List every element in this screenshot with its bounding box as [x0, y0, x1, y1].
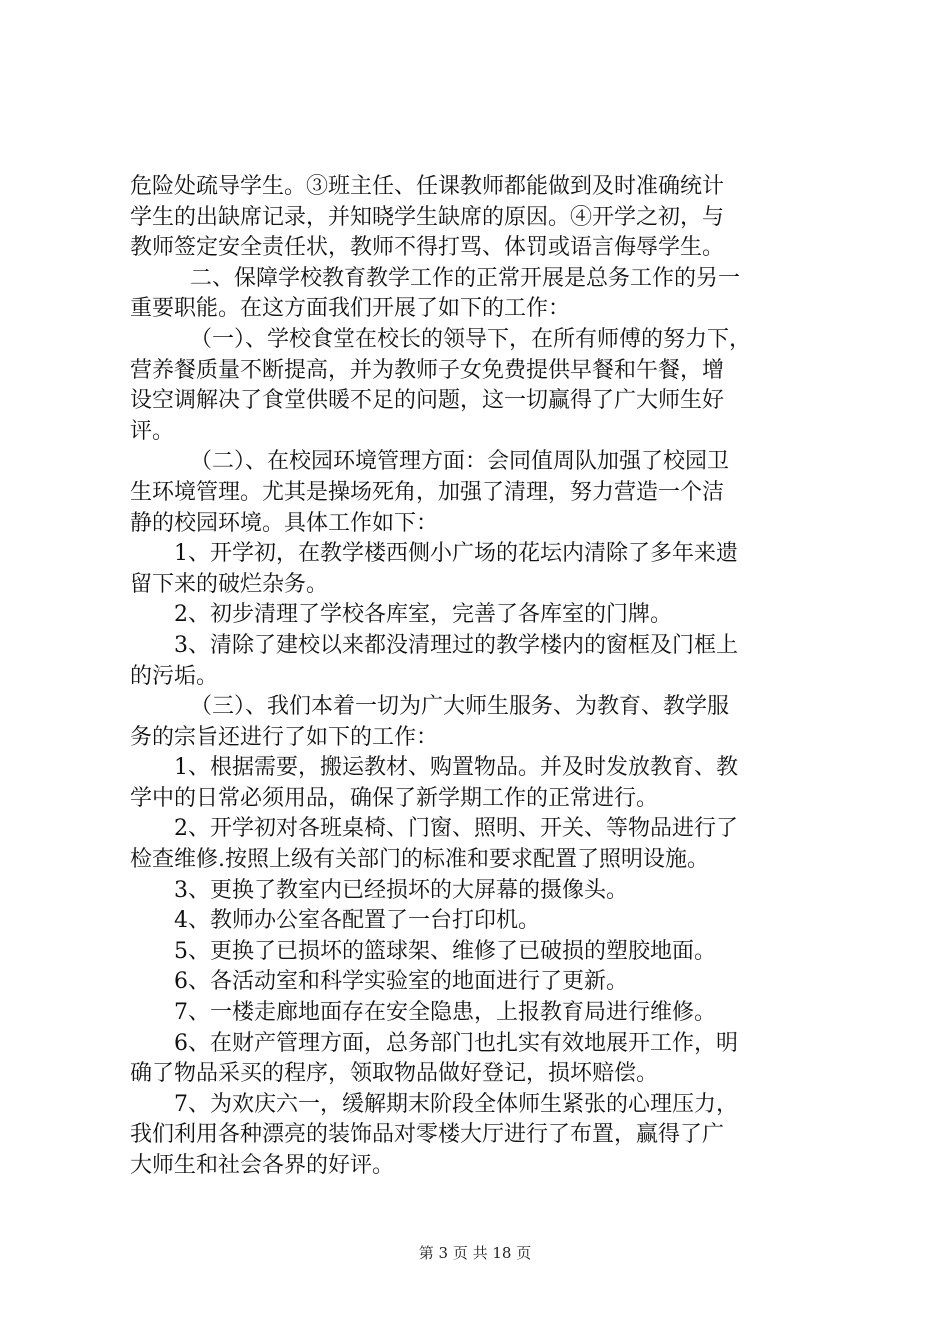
text-line: 3、清除了建校以来都没清理过的教学楼内的窗框及门框上: [174, 632, 738, 658]
text-line: 的污垢。: [130, 663, 219, 689]
text-line: 留下来的破烂杂务。: [130, 571, 329, 597]
text-line: （二）、在校园环境管理方面：会同值周队加强了校园卫: [190, 449, 730, 475]
text-line: 评。: [130, 418, 175, 444]
text-line: 生环境管理。尤其是操场死角，加强了清理，努力营造一个洁: [130, 479, 725, 505]
text-line: 7、一楼走廊地面存在安全隐患，上报教育局进行维修。: [174, 1000, 716, 1026]
text-line: 营养餐质量不断提高，并为教师子女免费提供早餐和午餐，增: [130, 357, 725, 383]
text-line: 静的校园环境。具体工作如下：: [130, 510, 439, 536]
text-line: 我们利用各种漂亮的装饰品对零楼大厅进行了布置，赢得了广: [130, 1122, 725, 1148]
text-line: 学中的日常必须用品，确保了新学期工作的正常进行。: [130, 785, 659, 811]
text-line: 6、在财产管理方面，总务部门也扎实有效地展开工作，明: [174, 1030, 738, 1056]
text-line: 3、更换了教室内已经损坏的大屏幕的摄像头。: [174, 877, 628, 903]
text-line: 4、教师办公室各配置了一台打印机。: [174, 908, 540, 934]
text-line: （一）、学校食堂在校长的领导下，在所有师傅的努力下，: [190, 326, 752, 352]
text-line: 6、各活动室和科学实验室的地面进行了更新。: [174, 969, 628, 995]
text-line: （三）、我们本着一切为广大师生服务、为教育、教学服: [190, 694, 730, 720]
text-line: 大师生和社会各界的好评。: [130, 1153, 395, 1178]
text-line: 检查维修.按照上级有关部门的标准和要求配置了照明设施。: [130, 847, 709, 873]
text-line: 设空调解决了食堂供暖不足的问题，这一切赢得了广大师生好: [130, 388, 725, 414]
document-body: [130, 172, 842, 1182]
text-line: 危险处疏导学生。③班主任、任课教师都能做到及时准确统计: [130, 174, 725, 199]
text-line: 确了物品采买的程序，领取物品做好登记，损坏赔偿。: [130, 1061, 659, 1087]
text-line: 2、初步清理了学校各库室，完善了各库室的门牌。: [174, 602, 672, 628]
text-line: 5、更换了已损坏的篮球架、维修了已破损的塑胶地面。: [174, 938, 716, 964]
text-line: 2、开学初对各班桌椅、门窗、照明、开关、等物品进行了: [174, 816, 738, 842]
page-number-footer: 第 3 页 共 18 页: [418, 1244, 532, 1262]
text-line: 1、开学初，在教学楼西侧小广场的花坛内清除了多年来遗: [174, 541, 738, 567]
text-line: 教师签定安全责任状，教师不得打骂、体罚或语言侮辱学生。: [130, 235, 725, 261]
text-line: 务的宗旨还进行了如下的工作：: [130, 724, 439, 750]
text-line: 学生的出缺席记录，并知晓学生缺席的原因。④开学之初，与: [130, 204, 725, 230]
text-line: 重要职能。在这方面我们开展了如下的工作：: [130, 296, 571, 322]
text-line: 1、根据需要，搬运教材、购置物品。并及时发放教育、教: [174, 755, 738, 781]
text-line: 7、为欢庆六一，缓解期末阶段全体师生紧张的心理压力，: [174, 1091, 738, 1117]
text-line: 二、保障学校教育教学工作的正常开展是总务工作的另一: [190, 265, 741, 291]
